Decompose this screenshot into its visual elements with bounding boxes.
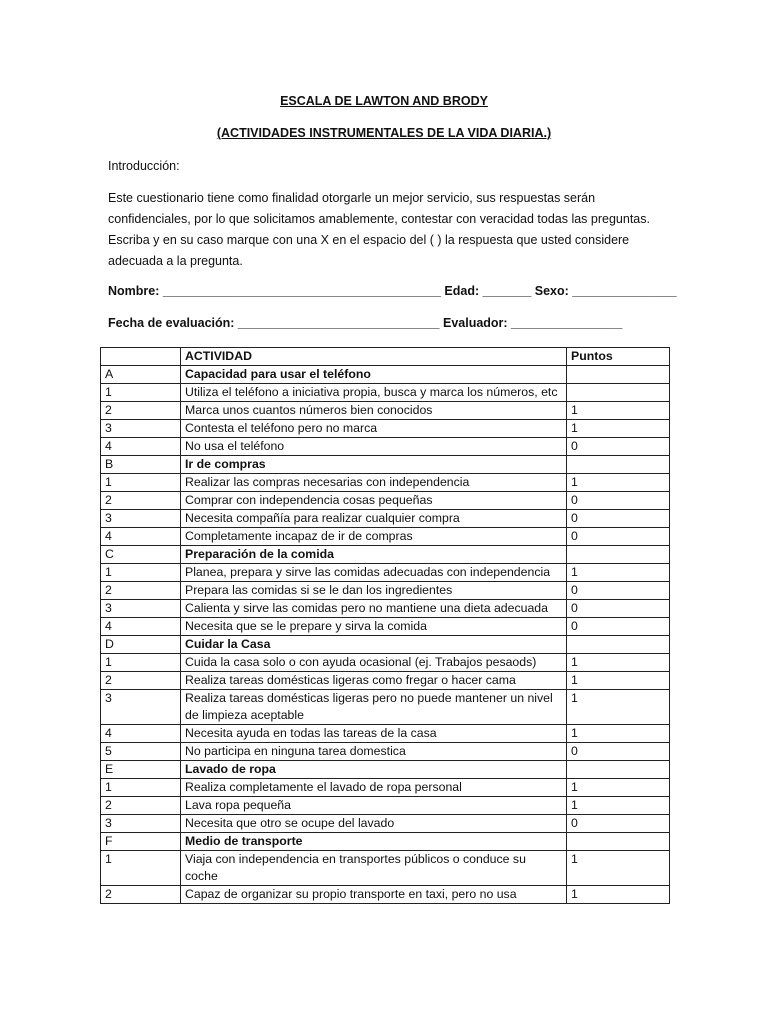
row-activity: Necesita que otro se ocupe del lavado [181,815,567,833]
table-row [101,743,670,761]
table-body [101,366,670,904]
row-activity: Capaz de organizar su propio transporte en taxi, pero no usa [181,886,567,904]
row-activity: Medio de transporte [181,833,567,851]
document-title: ESCALA DE LAWTON AND BRODY [280,94,488,108]
row-points: 0 [567,743,670,761]
row-code: 2 [101,402,181,420]
table-row [101,474,670,492]
row-activity: Marca unos cuantos números bien conocidos [181,402,567,420]
row-points [567,761,670,779]
row-activity: Planea, prepara y sirve las comidas adecuadas con independencia [181,564,567,582]
row-code: F [101,833,181,851]
table-row [101,384,670,402]
row-code: 4 [101,438,181,456]
row-points: 0 [567,510,670,528]
table-row [101,564,670,582]
row-points: 1 [567,725,670,743]
table-row [101,402,670,420]
row-points [567,636,670,654]
row-points: 0 [567,528,670,546]
row-points: 1 [567,797,670,815]
row-code: 1 [101,564,181,582]
row-code: 1 [101,779,181,797]
table-row [101,797,670,815]
row-points [567,456,670,474]
row-code: 3 [101,420,181,438]
table-header-row [101,348,670,366]
row-activity: Utiliza el teléfono a iniciativa propia, busca y marca los números, etc [181,384,567,402]
row-activity: Realiza completamente el lavado de ropa personal [181,779,567,797]
row-code: E [101,761,181,779]
row-activity: Necesita ayuda en todas las tareas de la casa [181,725,567,743]
table-row [101,725,670,743]
row-code: A [101,366,181,384]
table-row [101,654,670,672]
row-code: 4 [101,618,181,636]
table-row [101,690,670,725]
row-code: 2 [101,672,181,690]
row-points: 0 [567,492,670,510]
form-line-date-evaluator: Fecha de evaluación: _____________________________ Evaluador: ________________ [108,316,623,330]
row-activity: Lavado de ropa [181,761,567,779]
row-activity: Necesita que se le prepare y sirva la comida [181,618,567,636]
row-activity: Lava ropa pequeña [181,797,567,815]
header-activity: ACTIVIDAD [181,348,567,366]
row-code: 3 [101,690,181,725]
row-code: 3 [101,815,181,833]
row-activity: Viaja con independencia en transportes públicos o conduce su coche [181,851,567,886]
row-points: 1 [567,690,670,725]
row-points [567,384,670,402]
table-row [101,582,670,600]
row-activity: Prepara las comidas si se le dan los ingredientes [181,582,567,600]
table-row [101,600,670,618]
row-activity: Contesta el teléfono pero no marca [181,420,567,438]
table-row [101,420,670,438]
table-row [101,510,670,528]
intro-label: Introducción: [108,159,180,173]
table-row [101,886,670,904]
row-code: 2 [101,492,181,510]
table-section-row [101,833,670,851]
row-code: 1 [101,654,181,672]
row-points: 0 [567,600,670,618]
row-code: 2 [101,797,181,815]
row-code: 1 [101,851,181,886]
activities-table [100,347,670,904]
row-activity: Cuidar la Casa [181,636,567,654]
row-code: B [101,456,181,474]
row-activity: Ir de compras [181,456,567,474]
table-row [101,672,670,690]
row-activity: Cuida la casa solo o con ayuda ocasional (ej. Trabajos pesaods) [181,654,567,672]
table-row [101,815,670,833]
row-activity: Necesita compañía para realizar cualquier compra [181,510,567,528]
row-points: 1 [567,672,670,690]
table-section-row [101,761,670,779]
table-row [101,779,670,797]
row-points: 1 [567,474,670,492]
row-code: D [101,636,181,654]
row-points [567,366,670,384]
row-code: 3 [101,510,181,528]
table-section-row [101,456,670,474]
row-points: 1 [567,564,670,582]
row-points [567,833,670,851]
row-points: 1 [567,654,670,672]
row-points: 1 [567,402,670,420]
row-points [567,546,670,564]
table-section-row [101,636,670,654]
row-activity: Capacidad para usar el teléfono [181,366,567,384]
row-points: 0 [567,582,670,600]
row-points: 0 [567,618,670,636]
intro-text: Este cuestionario tiene como finalidad otorgarle un mejor servicio, sus respuestas serán confidenciales, por lo que solicitamos amablemente, contestar con veracidad todas las preguntas. Escriba y en su caso marque con una X en el espacio del ( ) la respuesta que usted considere adecuada a la pregunta. [108,191,650,268]
row-points: 1 [567,420,670,438]
row-activity: Preparación de la comida [181,546,567,564]
document-subtitle: (ACTIVIDADES INSTRUMENTALES DE LA VIDA DIARIA.) [216,126,552,140]
table-row [101,851,670,886]
table-section-row [101,546,670,564]
row-activity: Realizar las compras necesarias con independencia [181,474,567,492]
row-code: 5 [101,743,181,761]
row-activity: Realiza tareas domésticas ligeras como fregar o hacer cama [181,672,567,690]
row-code: 3 [101,600,181,618]
header-points: Puntos [567,348,670,366]
form-line-name-age-sex: Nombre: ________________________________________ Edad: _______ Sexo: _______________ [108,284,677,298]
table-row [101,618,670,636]
row-code: 2 [101,886,181,904]
row-activity: No usa el teléfono [181,438,567,456]
row-code: 4 [101,725,181,743]
row-activity: No participa en ninguna tarea domestica [181,743,567,761]
table-row [101,438,670,456]
table-row [101,492,670,510]
row-activity: Realiza tareas domésticas ligeras pero no puede mantener un nivel de limpieza aceptable [181,690,567,725]
row-code: 1 [101,474,181,492]
row-activity: Completamente incapaz de ir de compras [181,528,567,546]
row-code: 2 [101,582,181,600]
table-row [101,528,670,546]
row-activity: Calienta y sirve las comidas pero no mantiene una dieta adecuada [181,600,567,618]
row-code: 1 [101,384,181,402]
row-points: 0 [567,438,670,456]
table-section-row [101,366,670,384]
row-points: 0 [567,815,670,833]
row-points: 1 [567,779,670,797]
row-points: 1 [567,851,670,886]
row-code: C [101,546,181,564]
header-code [101,348,181,366]
row-code: 4 [101,528,181,546]
row-activity: Comprar con independencia cosas pequeñas [181,492,567,510]
row-points: 1 [567,886,670,904]
